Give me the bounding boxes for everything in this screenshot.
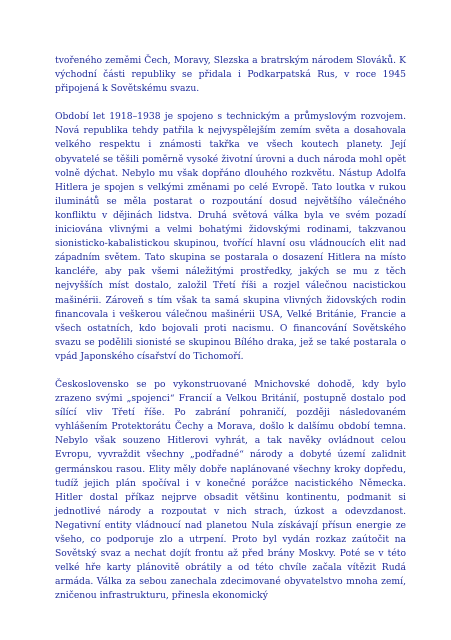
paragraph-3: Československo se po vykonstruované Mnichovské dohodě, kdy bylo zrazeno svými „spojenci“ Francií a Velkou Británií, postupně dostalo pod sílící vliv Třetí říše. Po zabrání pohraničí, později následovaném vyhlášením Protektorátu Čechy a Morava, došlo k dalšímu období temna. Nebylo však souzeno Hitlerovi vyhrát, a tak navěky ovládnout celou Evropu, vyvraždit všechny „podřadné“ národy a dobyté území zalidnit germánskou rasou. Elity měly dobře naplánované všechny kroky dopředu, tudíž jejich plán spočíval i v konečné porážce nacistického Německa. Hitler dostal příkaz nejprve obsadit většinu kontinentu, podmanit si jednotlivé národy a rozpoutat v nich strach, úzkost a odevzdanost. Negativní entity vládnoucí nad planetou Nula získávají přísun energie ze všeho, co podporuje zlo a utrpení. Proto byl vydán rozkaz zaútočit na Sovětský svaz a nechat dojít frontu až před brány Moskvy. Poté se v této velké hře karty plánovitě obrátily a od této chvíle začala vítězit Rudá armáda. Válka za sebou zanechala zdecimované obyvatelstvo mnoha zemí, zničenou infrastrukturu, přinesla ekonomický xyxy=(55,378,406,602)
paragraph-2: Období let 1918–1938 je spojeno s technickým a průmyslovým rozvojem. Nová republika tehdy patřila k nejvyspělejším zemím světa a dosahovala velkého respektu i známosti takřka ve všech koutech planety. Její obyvatelé se těšili poměrně vysoké životní úrovni a duch národa mohl opět volně dýchat. Nebylo mu však dopřáno dlouhého rozkvětu. Nástup Adolfa Hitlera je spojen s velkými změnami po celé Evropě. Tato loutka v rukou iluminátů se měla postarat o rozpoutání dosud největšího válečného konfliktu v dějinách lidstva. Druhá světová válka byla ve svém pozadí iniciována vlivnými a velmi bohatými židovskými rodinami, takzvanou sionisticko-kabalistickou skupinou, tvořící hlavní osu vládnoucích elit nad západním světem. Tato skupina se postarala o dosazení Hitlera na místo kancléře, aby pak všemi náležitými prostředky, jakých se mu z těch nejvyšších míst dostalo, založil Třetí říši a rozjel válečnou nacistickou mašinérii. Zároveň s tím však ta samá skupina vlivných židovských rodin financovala i veškerou válečnou mašinérii USA, Velké Británie, Francie a všech ostatních, kdo bojovali proti nacismu. O financování Sovětského svazu se podělili sionisté se skupinou Bílého draka, jež se také postarala o vpád Japonského císařství do Tichomoří. xyxy=(55,111,406,362)
paragraph-1: tvořeného zeměmi Čech, Moravy, Slezska a bratrským národem Slováků. K východní části republiky se přidala i Podkarpatská Rus, v roce 1945 připojená k Sovětskému svazu. xyxy=(55,55,406,95)
